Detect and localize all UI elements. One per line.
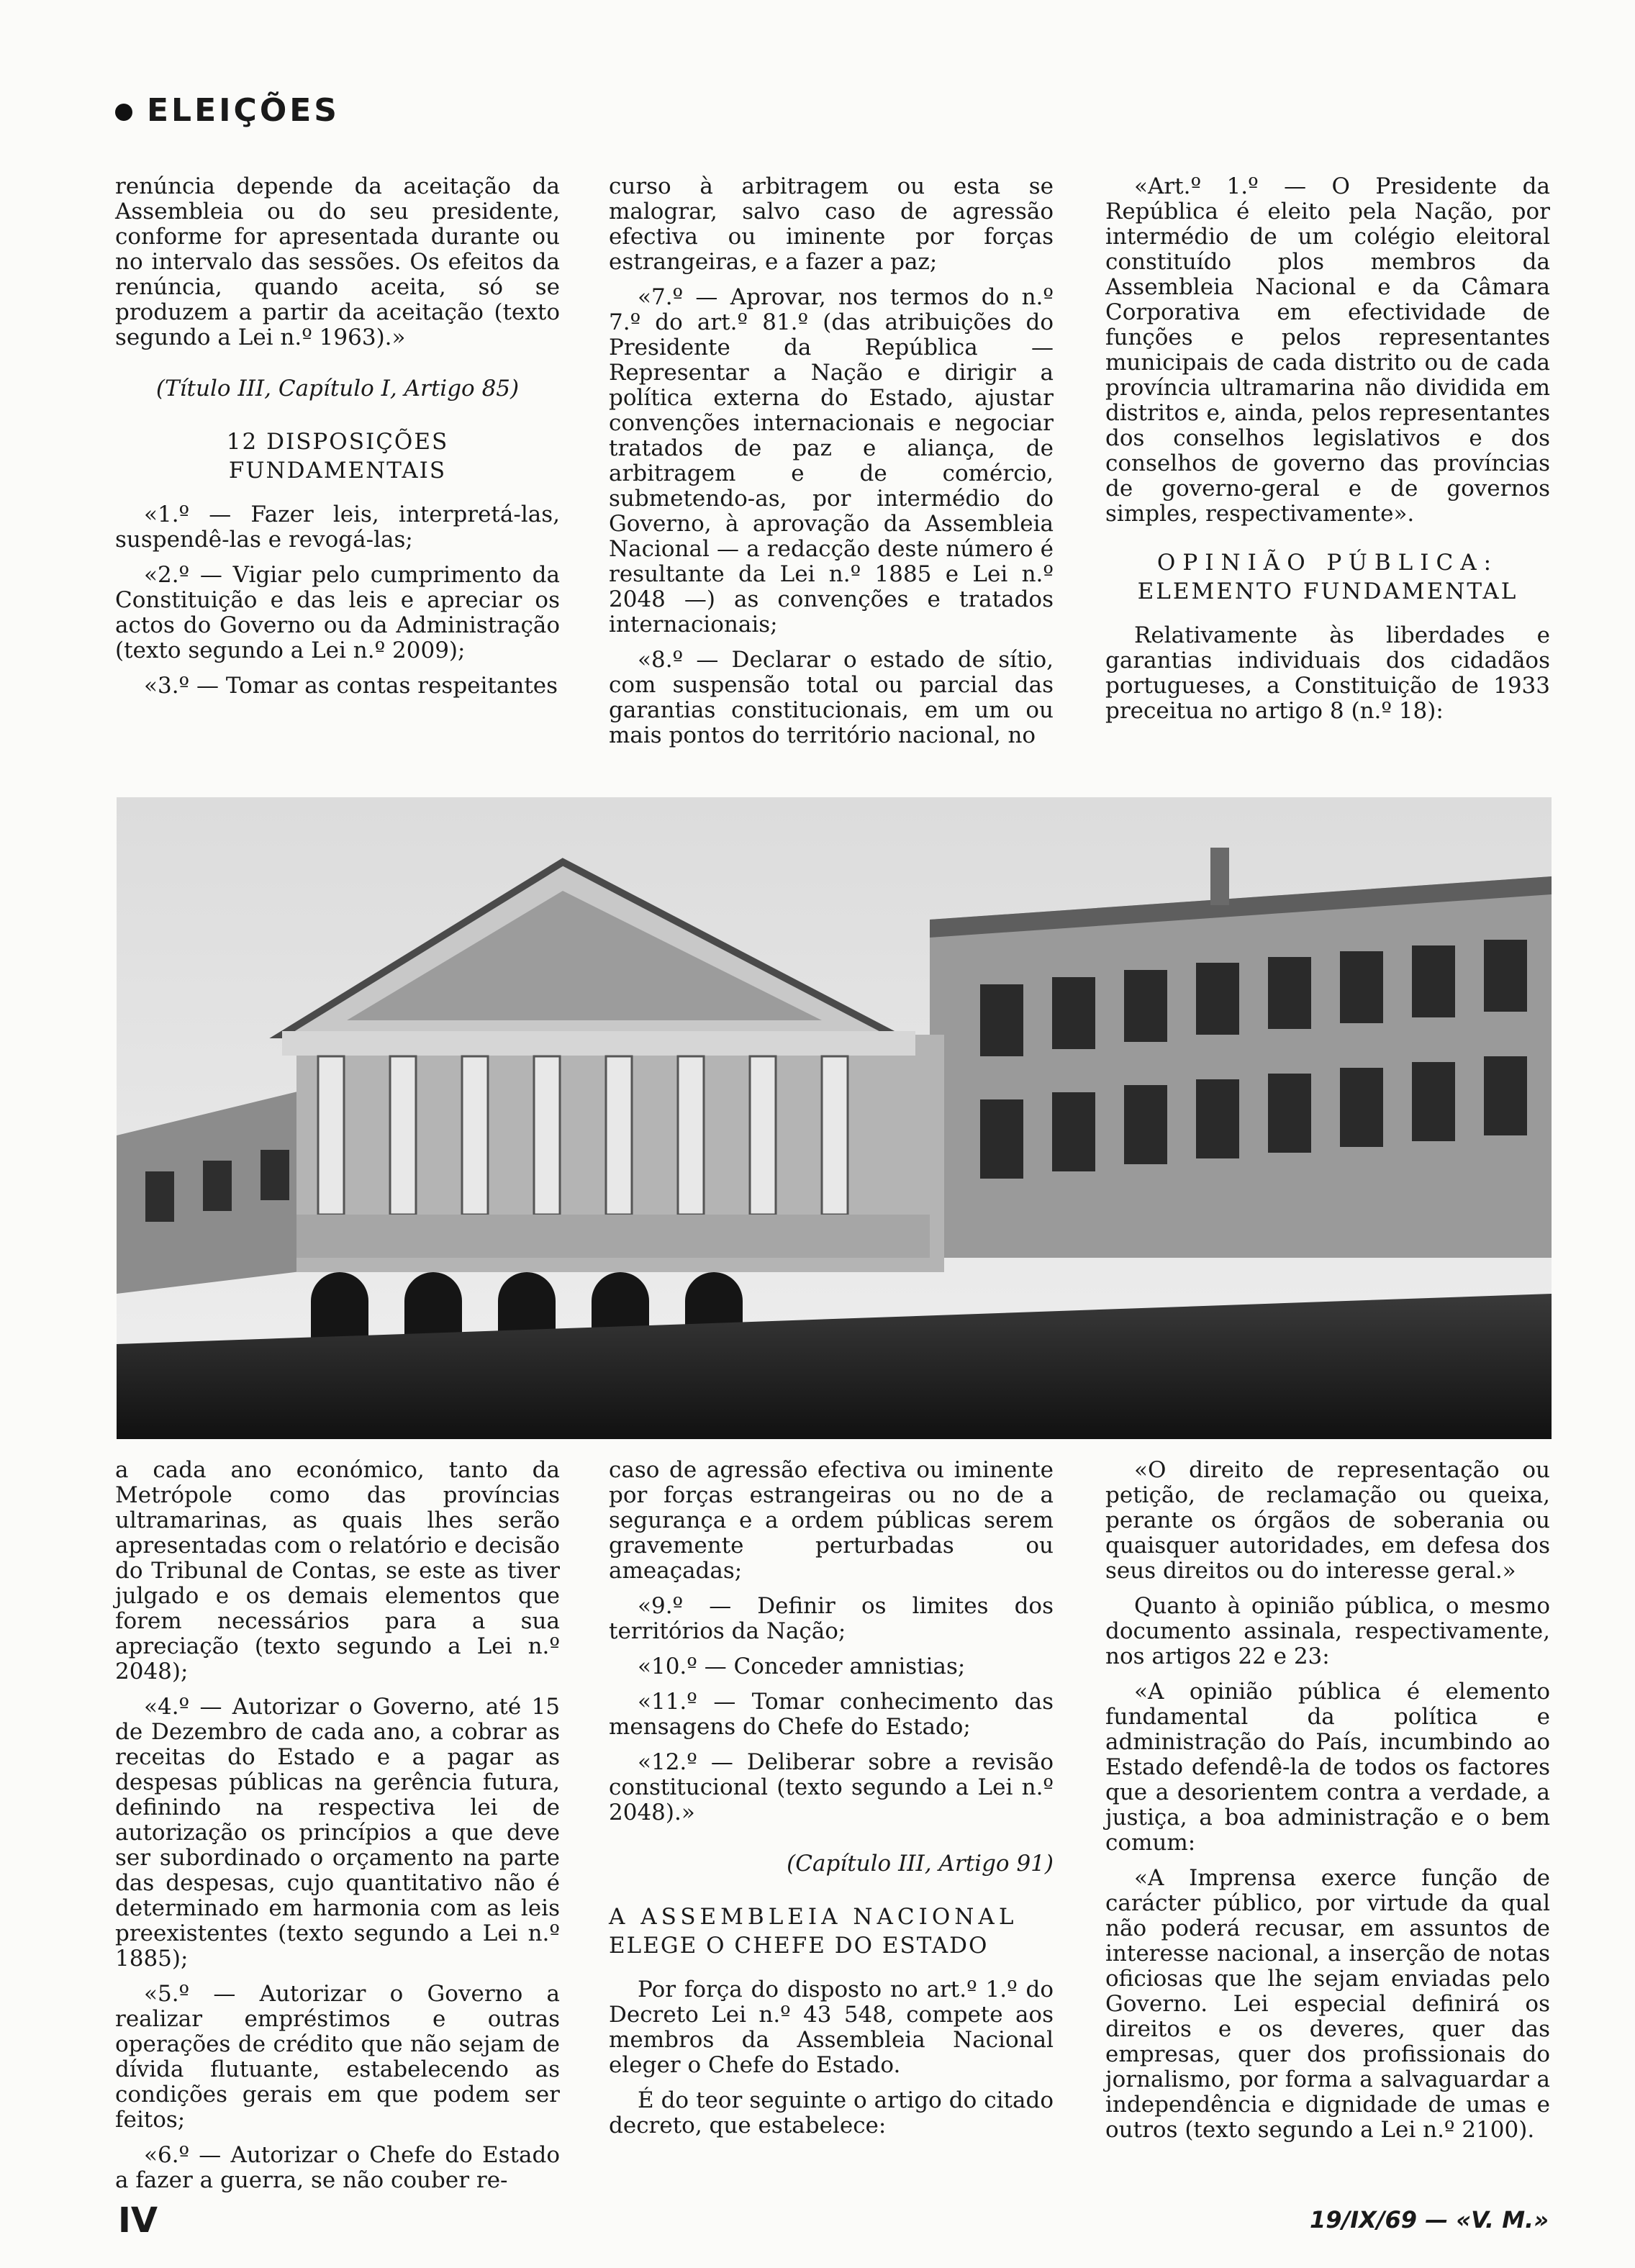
list-item: «4.º — Autorizar o Governo, até 15 de Dezembro de cada ano, a cobrar as receitas do Estado e a pagar as despesas públicas na gerência futura, definindo na respectiva lei de autorização os princípios a que deve ser subordinado o orçamento na parte das despesas, cujo quantitativo não é determinado em harmonia com as leis preexistentes (texto segundo a Lei n.º 1885); (115, 1694, 560, 1972)
list-item: «6.º — Autorizar o Chefe do Estado a fazer a guerra, se não couber re- (115, 2142, 560, 2193)
subheading-line-1: 12 DISPOSIÇÕES (226, 429, 449, 455)
paragraph: caso de agressão efectiva ou iminente por forças estrangeiras ou no de a segurança e a ordem públicas serem gravemente perturbadas ou ameaçadas; (609, 1457, 1054, 1584)
paragraph: curso à arbitragem ou esta se malograr, salvo caso de agressão efectiva ou iminente por forças estrangeiras, e a fazer a paz; (609, 173, 1054, 275)
section-header (115, 92, 340, 129)
list-item: «12.º — Deliberar sobre a revisão constitucional (texto segundo a Lei n.º 2048).» (609, 1749, 1054, 1825)
subheading (609, 1902, 1054, 1960)
subheading-line-2: ELEGE O CHEFE DO ESTADO (609, 1933, 989, 1959)
subheading-line-1: OPINIÃO PÚBLICA: (1156, 550, 1499, 576)
list-item: «9.º — Definir os limites dos territórios da Nação; (609, 1593, 1054, 1644)
list-item: «3.º — Tomar as contas respeitantes (144, 673, 558, 699)
column-3 (1105, 174, 1550, 734)
list-item: «11.º — Tomar conhecimento das mensagens do Chefe do Estado; (609, 1689, 1054, 1740)
paragraph: «O direito de representação ou petição, de reclamação ou queixa, perante os órgãos de soberania ou quaisquer autoridades, em defesa dos seus direitos ou do interesse geral.» (1105, 1457, 1550, 1584)
column-1 (115, 174, 560, 709)
paragraph: renúncia depende da aceitação da Assembleia ou do seu presidente, conforme for apresentada durante ou no intervalo das sessões. Os efeitos da renúncia, quando aceita, só se produzem a partir da aceitação (texto segundo a Lei n.º 1963).» (115, 173, 560, 350)
page-number: IV (118, 2200, 158, 2241)
paragraph: Quanto à opinião pública, o mesmo documento assinala, respectivamente, nos artigos 22 e 23: (1105, 1593, 1550, 1669)
subheading (1105, 548, 1550, 606)
subheading (115, 427, 560, 485)
section-title: ELEIÇÕES (147, 92, 340, 129)
subheading-line-2: ELEMENTO FUNDAMENTAL (1137, 579, 1518, 604)
citation: (Título III, Capítulo I, Artigo 85) (155, 376, 520, 402)
paragraph: «A opinião pública é elemento fundamental da política e administração do País, incumbindo ao Estado defendê-la de todos os factores que a desorientem contra a verdade, a justiça, a boa administração e o bem comum: (1105, 1679, 1550, 1856)
paragraph: «A Imprensa exerce função de carácter público, por virtude da qual não poderá recusar, em assuntos de interesse nacional, a inserção de notas oficiosas que lhe sejam enviadas pelo Governo. Lei especial definirá os direitos e os deveres, quer das empresas, quer dos profissionais do jornalismo, por forma a salvaguardar a independência e dignidade de umas e outros (texto segundo a Lei n.º 2100). (1105, 1865, 1550, 2143)
paragraph: Por força do disposto no art.º 1.º do Decreto Lei n.º 43 548, compete aos membros da Assembleia Nacional eleger o Chefe do Estado. (609, 1977, 1054, 2078)
building-photograph (117, 797, 1552, 1439)
subheading-line-1: A ASSEMBLEIA NACIONAL (609, 1904, 1018, 1930)
list-item: «7.º — Aprovar, nos termos do n.º 7.º do art.º 81.º (das atribuições do Presidente da República — Representar a Nação e dirigir a política externa do Estado, ajustar convenções internacionais e negociar tratados de paz e aliança, de arbitragem e de comércio, submetendo-as, por intermédio do Governo, à aprovação da Assembleia Nacional — a redacção deste número é resultante da Lei n.º 1885 e Lei n.º 2048 —) as convenções e tratados internacionais; (609, 284, 1054, 638)
column-4 (115, 1458, 560, 2203)
list-item: «2.º — Vigiar pelo cumprimento da Constituição e das leis e apreciar os actos do Governo ou da Administração (texto segundo a Lei n.º 2009); (115, 562, 560, 663)
paragraph: É do teor seguinte o artigo do citado decreto, que estabelece: (609, 2087, 1054, 2138)
list-item: «10.º — Conceder amnistias; (638, 1654, 966, 1679)
bullet-icon (115, 104, 132, 121)
citation: (Capítulo III, Artigo 91) (787, 1851, 1054, 1877)
column-6 (1105, 1458, 1550, 2153)
list-item: «1.º — Fazer leis, interpretá-las, suspendê-las e revogá-las; (115, 502, 560, 553)
column-5 (609, 1458, 1054, 2149)
paragraph: Relativamente às liberdades e garantias individuais dos cidadãos portugueses, a Constituição de 1933 preceitua no artigo 8 (n.º 18): (1105, 622, 1550, 724)
issue-date: 19/IX/69 — «V. M.» (1310, 2206, 1549, 2233)
column-2 (609, 174, 1054, 758)
list-item: «5.º — Autorizar o Governo a realizar empréstimos e outras operações de crédito que não sejam de dívida flutuante, estabelecendo as condições gerais em que podem ser feitos; (115, 1981, 560, 2133)
paragraph: «Art.º 1.º — O Presidente da República é eleito pela Nação, por intermédio de um colégio eleitoral constituído plos membros da Assembleia Nacional e da Câmara Corporativa em efectividade de funções e pelos representantes municipais de cada distrito ou de cada província ultramarina não dividida em distritos e, ainda, pelos representantes dos conselhos legislativos e dos conselhos de governo das províncias de governo-geral e de governos simples, respectivamente». (1105, 173, 1550, 527)
list-item: «8.º — Declarar o estado de sítio, com suspensão total ou parcial das garantias constitucionais, em um ou mais pontos do território nacional, no (609, 647, 1054, 748)
subheading-line-2: FUNDAMENTAIS (228, 458, 447, 484)
paragraph: a cada ano económico, tanto da Metrópole como das províncias ultramarinas, as quais lhes serão apresentadas com o relatório e decisão do Tribunal de Contas, se este as tiver julgado e os demais elementos que forem necessários para a sua apreciação (texto segundo a Lei n.º 2048); (115, 1457, 560, 1684)
